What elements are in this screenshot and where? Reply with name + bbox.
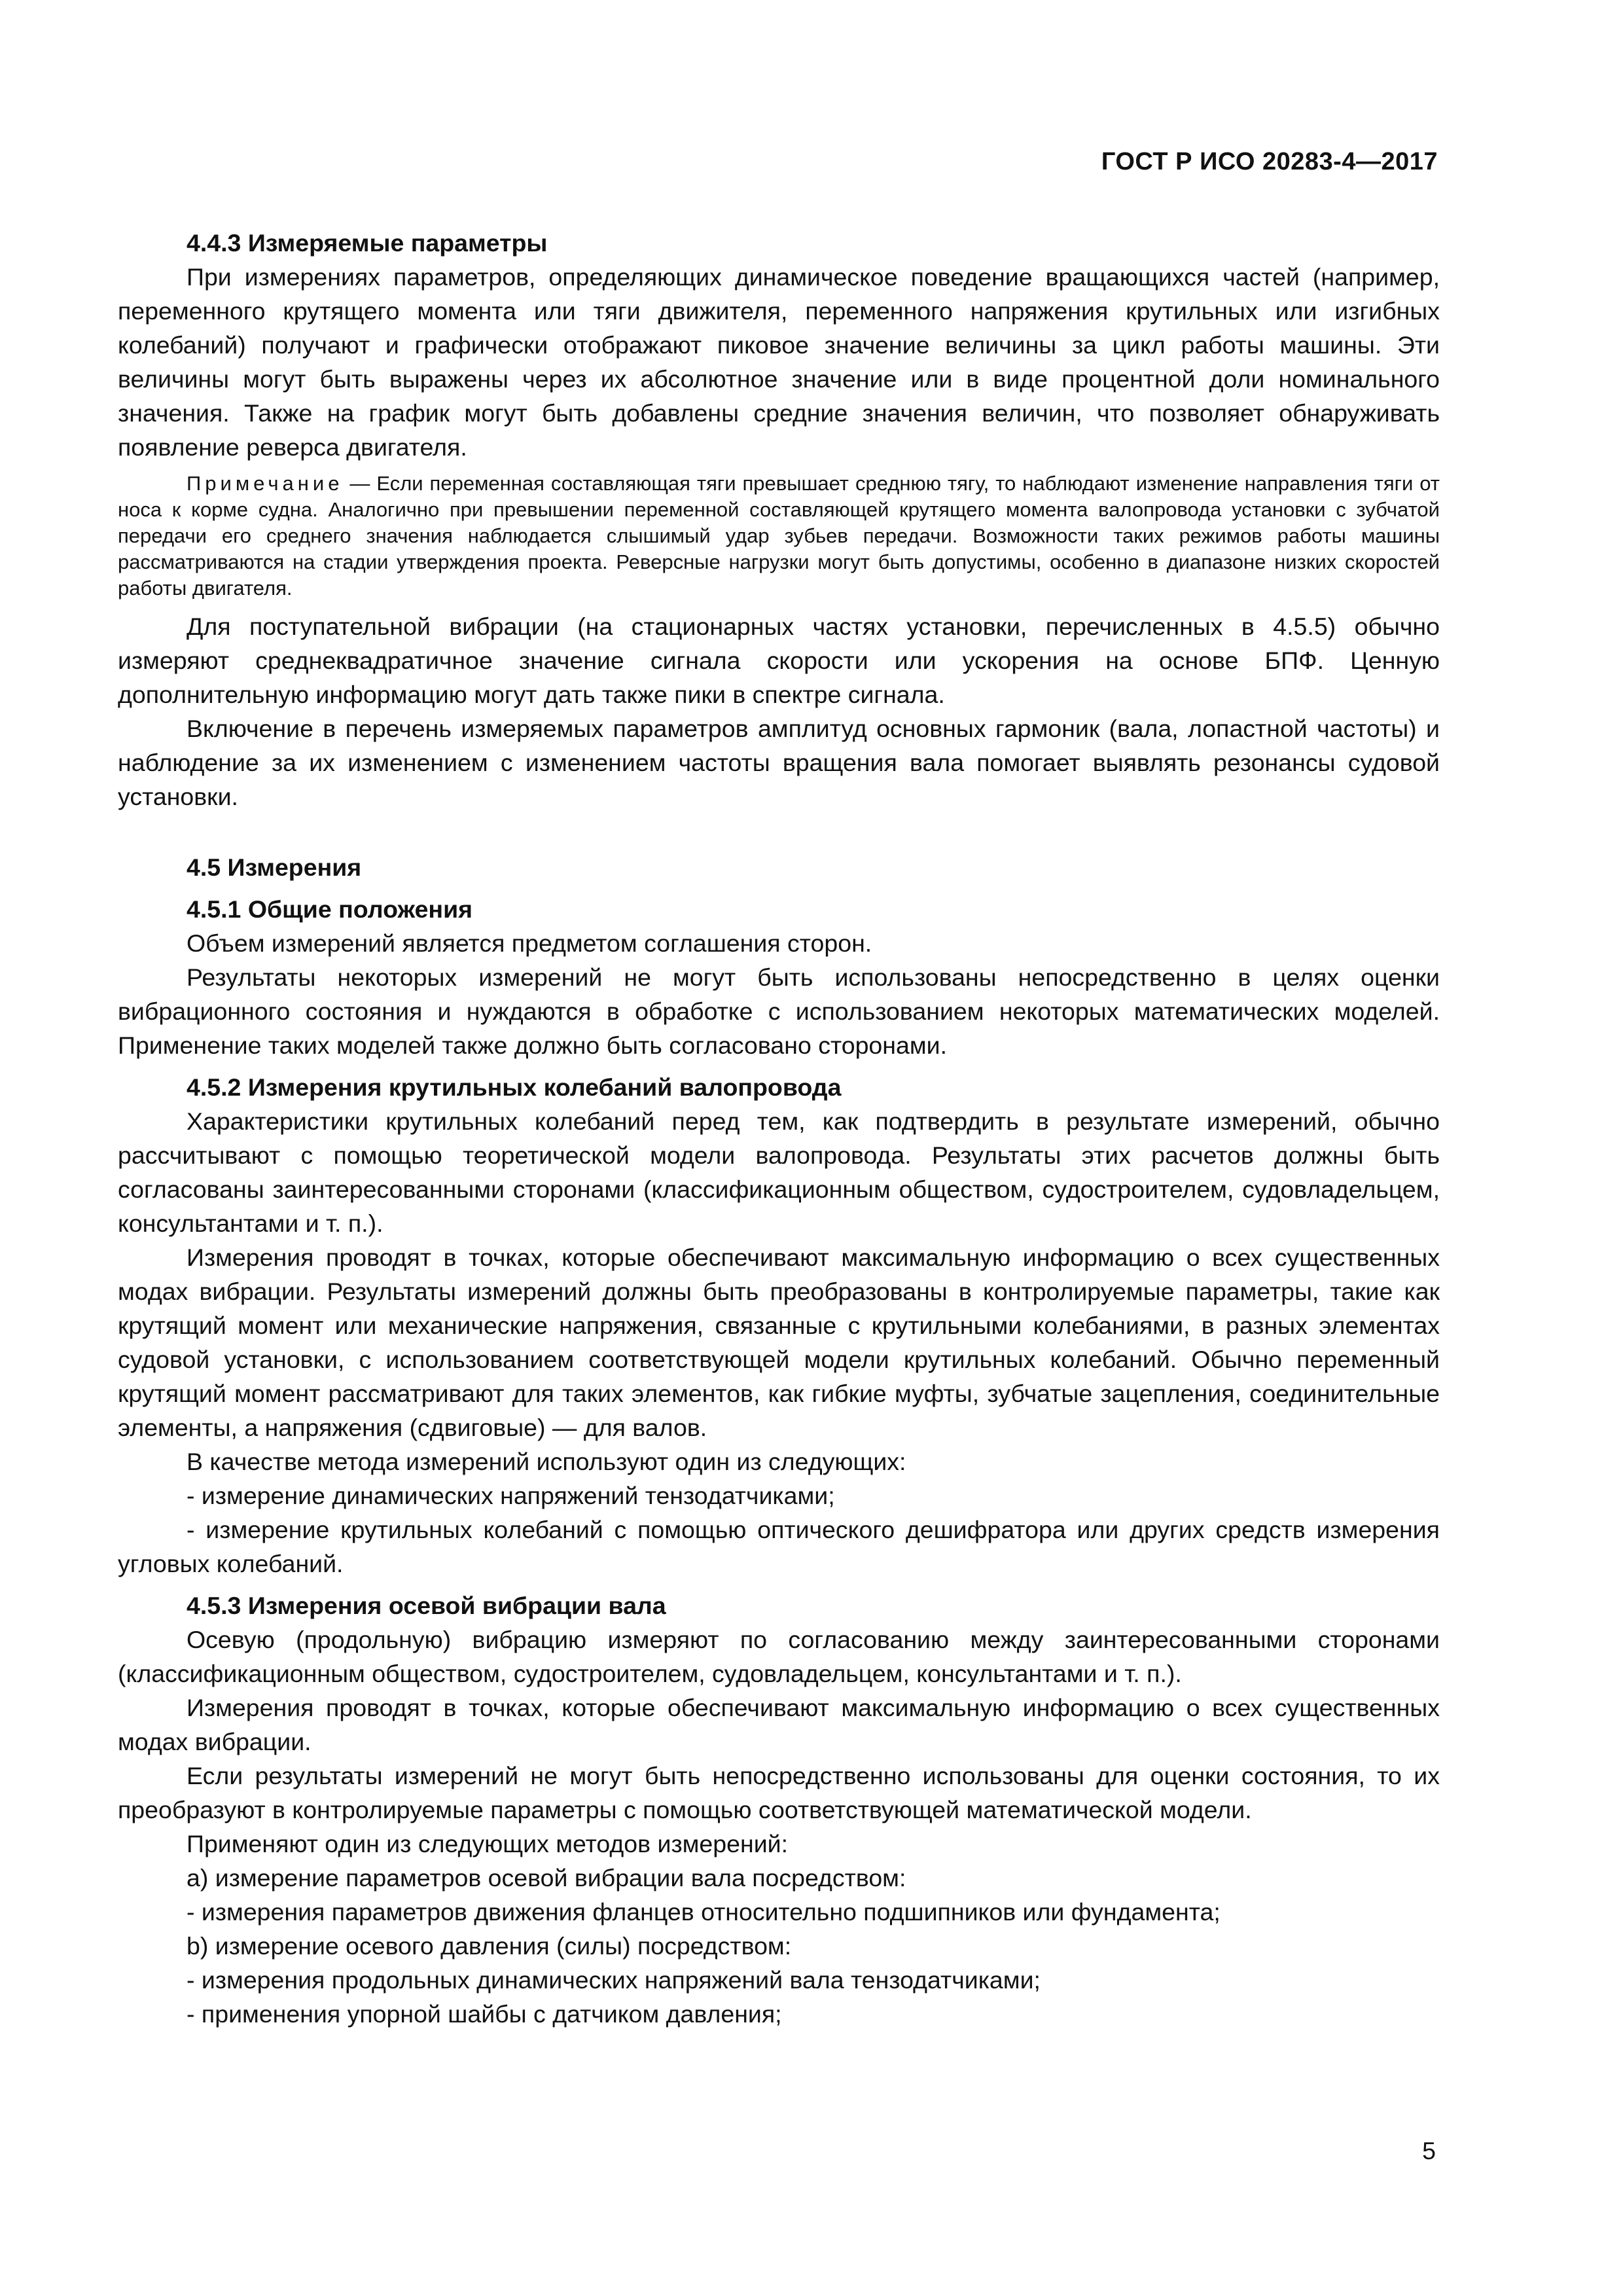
paragraph: Результаты некоторых измерений не могут быть использованы непосредственно в целях оценки вибрационного состояния и нуждаются в обработке с использованием некоторых математических моделей. Применение таких моделей также должно быть согласовано сторонами. (118, 963, 1440, 1059)
note-text: — Если переменная составляющая тяги превышает среднюю тягу, то наблюдают изменение направления тяги от носа к корме судна. Аналогично при превышении переменной составляющей крутящего момента валопровода установки с зубчатой передачи его среднего значения наблюдается слышимый удар зубьев передачи. Возможности таких режимов работы машины рассматриваются на стадии утверждения проекта. Реверсные нагрузки могут быть допустимы, особенно в диапазоне низких скоростей работы двигателя. (118, 472, 1440, 600)
section-heading-4-5-2: 4.5.2 Измерения крутильных колебаний валопровода (187, 1073, 842, 1101)
paragraph: Применяют один из следующих методов измерений: (187, 1830, 789, 1857)
paragraph: При измерениях параметров, определяющих динамическое поведение вращающихся частей (например, переменного крутящего момента или тяги движителя, переменного напряжения крутильных или изгибных колебаний) получают и графически отображают пиковое значение величины за цикл работы машины. Эти величины могут быть выражены через их абсолютное значение или в виде процентной доли номинального значения. Также на график могут быть добавлены средние значения величин, что позволяет обнаруживать появление реверса двигателя. (118, 263, 1440, 461)
list-item: - измерения продольных динамических напряжений вала тензодатчиками; (187, 1966, 1041, 1994)
paragraph: Измерения проводят в точках, которые обеспечивают максимальную информацию о всех существенных модах вибрации. (118, 1694, 1440, 1755)
paragraph: Характеристики крутильных колебаний перед тем, как подтвердить в результате измерений, обычно рассчитывают с помощью теоретической модели валопровода. Результаты этих расчетов должны быть согласованы заинтересованными сторонами (классификационным обществом, судостроителем, судовладельцем, консультантами и т. п.). (118, 1107, 1440, 1237)
list-item: - измерения параметров движения фланцев относительно подшипников или фундамента; (187, 1898, 1221, 1926)
list-item: - измерение крутильных колебаний с помощью оптического дешифратора или других средств измерения угловых колебаний. (118, 1516, 1440, 1577)
list-item: - измерение динамических напряжений тензодатчиками; (187, 1482, 835, 1509)
list-item: - применения упорной шайбы с датчиком давления; (187, 2000, 782, 2028)
paragraph: Для поступательной вибрации (на стационарных частях установки, перечисленных в 4.5.5) обычно измеряют среднеквадратичное значение сигнала скорости или ускорения на основе БПФ. Ценную дополнительную информацию могут дать также пики в спектре сигнала. (118, 613, 1440, 708)
note-paragraph (118, 471, 1440, 601)
paragraph: Включение в перечень измеряемых параметров амплитуд основных гармоник (вала, лопастной частоты) и наблюдение за их изменением с изменением частоты вращения вала помогает выявлять резонансы судовой установки. (118, 715, 1440, 810)
document-body (118, 226, 1440, 2031)
list-item: b) измерение осевого давления (силы) посредством: (187, 1932, 792, 1960)
page-number: 5 (1422, 2137, 1436, 2164)
paragraph: Осевую (продольную) вибрацию измеряют по согласованию между заинтересованными сторонами (классификационным обществом, судостроителем, судовладельцем, консультантами и т. п.). (118, 1626, 1440, 1687)
standard-designation: ГОСТ Р ИСО 20283-4—2017 (1101, 148, 1438, 175)
section-heading-4-5-3: 4.5.3 Измерения осевой вибрации вала (187, 1592, 666, 1619)
paragraph: В качестве метода измерений используют один из следующих: (187, 1448, 906, 1475)
paragraph: Измерения проводят в точках, которые обеспечивают максимальную информацию о всех существенных модах вибрации. Результаты измерений должны быть преобразованы в контролируемые параметры, такие как крутящий момент или механические напряжения, связанные с крутильными колебаниями, в разных элементах судовой установки, с использованием соответствующей модели крутильных колебаний. Обычно переменный крутящий момент рассматривают для таких элементов, как гибкие муфты, зубчатые зацепления, соединительные элементы, а напряжения (сдвиговые) — для валов. (118, 1244, 1440, 1441)
paragraph: Если результаты измерений не могут быть непосредственно использованы для оценки состояния, то их преобразуют в контролируемые параметры с помощью соответствующей математической модели. (118, 1762, 1440, 1823)
note-label: Примечание (187, 472, 344, 495)
section-heading-4-4-3: 4.4.3 Измеряемые параметры (187, 229, 548, 257)
list-item: a) измерение параметров осевой вибрации вала посредством: (187, 1864, 906, 1892)
section-heading-4-5-1: 4.5.1 Общие положения (187, 895, 473, 923)
paragraph: Объем измерений является предметом соглашения сторон. (187, 929, 872, 957)
section-heading-4-5: 4.5 Измерения (187, 853, 362, 881)
